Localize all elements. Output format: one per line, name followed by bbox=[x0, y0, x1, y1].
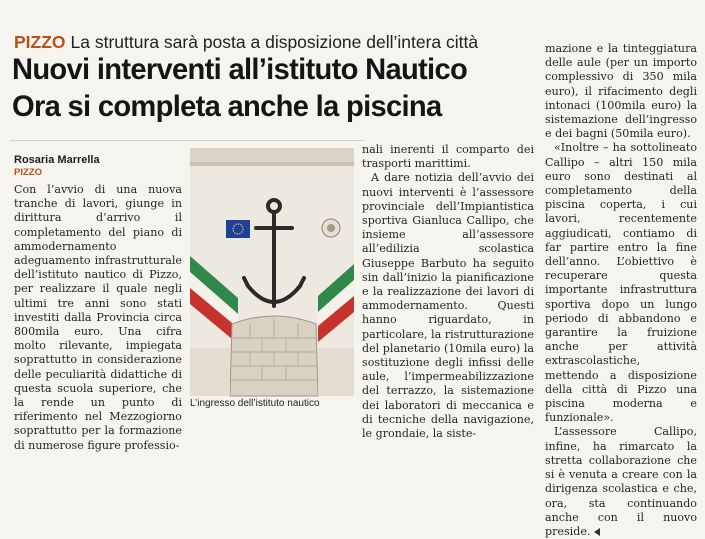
article-paragraph: mazione e la tinteggiatura delle aule (per un importo complessivo di 350 mila euro), il rifacimento degli intonaci (100mila euro) la sistemazione dell’ingresso e dei bagni (50mila euro). bbox=[545, 42, 697, 141]
article-paragraph bbox=[545, 425, 697, 539]
photo-caption: L’ingresso dell’istituto nautico bbox=[190, 398, 320, 409]
article-paragraph: Con l’avvio di una nuova tranche di lavori, giunge in dirittura d’arrivo il completamento del piano di ammodernamento adeguamento infrastrutturale dell’istituto nautico di Pizzo, per realizzare il quale negli ultimi tre anni sono stati investiti dalla Provincia circa 800mila euro. Una cifra molto rilevante, impiegata soprattutto in considerazione delle peculiarità didattiche di questa scuola superiore, che la rende un punto di riferimento nel Mezzogiorno soprattutto per la formazione di numerose figure professio- bbox=[14, 183, 182, 452]
kicker-text: La struttura sarà posta a disposizione dell’intera città bbox=[70, 32, 479, 52]
byline-location: PIZZO bbox=[14, 167, 42, 178]
article-column-1 bbox=[14, 183, 182, 453]
eu-flag-icon bbox=[226, 220, 250, 238]
kicker bbox=[14, 32, 534, 52]
article-paragraph: «Inoltre – ha sottolineato Callipo – altri 150 mila euro sono destinati al completamento della piscina coperta, i cui lavori, recentemente aggiudicati, contiamo di far partire entro la fine dell’anno. L’obiettivo è recuperare questa importante infrastruttura sportiva dopo un lungo periodo di abbandono e garantire la fruizione anche per attività extrascolastiche, mettendo a disposizione della città di Pizzo una piscina moderna e funzionale». bbox=[545, 141, 697, 425]
headline-line-1: Nuovi interventi all’istituto Nautico bbox=[12, 53, 468, 86]
end-mark-icon bbox=[594, 528, 600, 536]
kicker-place: PIZZO bbox=[14, 32, 66, 52]
school-entrance-photo bbox=[190, 148, 354, 396]
header-divider bbox=[10, 140, 364, 141]
article-column-3 bbox=[362, 143, 534, 441]
article-column-4 bbox=[545, 42, 697, 539]
headline-line-2: Ora si completa anche la piscina bbox=[12, 90, 442, 123]
photo-illustration bbox=[190, 148, 354, 396]
byline bbox=[14, 154, 184, 179]
byline-author: Rosaria Marrella bbox=[14, 154, 100, 166]
article-paragraph: A dare notizia dell’avvio dei nuovi interventi è l’assessore provinciale dell’Impiantistica sportiva Gianluca Callipo, che insieme all’assessore all’edilizia scolastica Giuseppe Barbuto ha seguito sin dall’inizio la pianificazione e la realizzazione dei lavori di ammodernamento. Questi hanno riguardato, in particolare, la ristrutturazione del planetario (10mila euro) la sostituzione degli infissi delle aule, l’impermeabilizzazione del terrazzo, la sistemazione dei laboratori di meccanica e di tecniche della navigazione, le grondaie, la siste- bbox=[362, 171, 534, 441]
article-paragraph: nali inerenti il comparto dei trasporti marittimi. bbox=[362, 143, 534, 171]
article-closing-text: L’assessore Callipo, infine, ha rimarcato la stretta collaborazione che si è venuta a creare con la dirigenza scolastica e che, ora, sta continuando anche con il nuovo preside. bbox=[545, 425, 697, 538]
